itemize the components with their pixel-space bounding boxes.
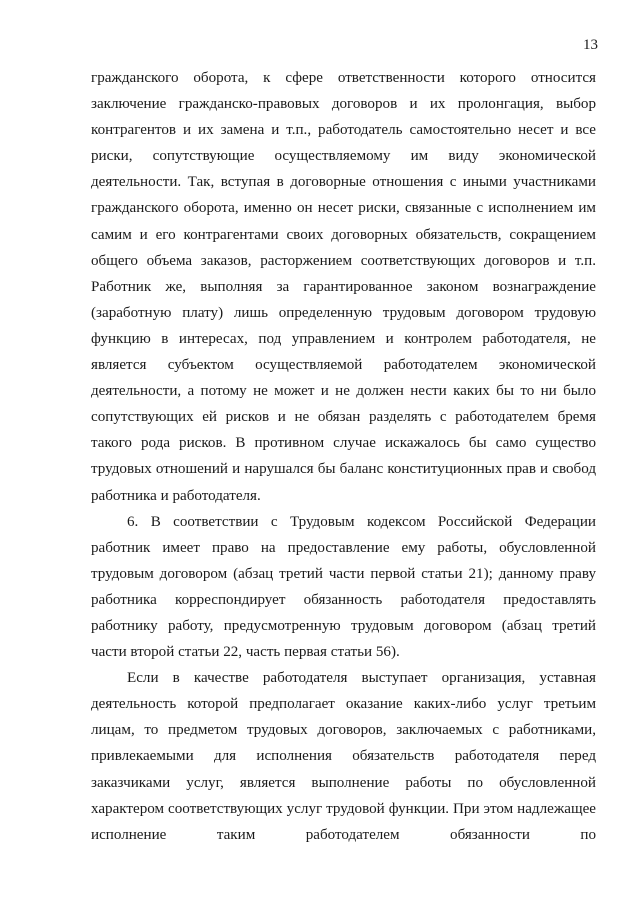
page-number: 13 bbox=[583, 37, 598, 53]
paragraph-point-6: 6. В соответствии с Трудовым кодексом Российской Федерации работник имеет право на предоставление ему работы, обусловленной трудовым договором (абзац третий части первой статьи 21); данному праву работника корреспондирует обязанность работодателя предоставлять работнику работу, предусмотренную трудовым договором (абзац третий части второй статьи 22, часть первая статьи 56). bbox=[91, 513, 596, 661]
document-body bbox=[91, 65, 596, 848]
paragraph-continuation: гражданского оборота, к сфере ответственности которого относится заключение гражданско-правовых договоров и их пролонгация, выбор контрагентов и их замена и т.п., работодатель самостоятельно несет и все риски, сопутствующие осуществляемому им виду экономической деятельности. Так, вступая в договорные отношения с иными участниками гражданского оборота, именно он несет риски, связанные с исполнением им самим и его контрагентами своих договорных обязательств, сокращением общего объема заказов, расторжением соответствующих договоров и т.п. Работник же, выполняя за гарантированное законом вознаграждение (заработную плату) лишь определенную трудовым договором трудовую функцию в интересах, под управлением и контролем работодателя, не является субъектом осуществляемой работодателем экономической деятельности, а потому не может и не должен нести каких бы то ни было сопутствующих ей рисков и не обязан разделять с работодателем бремя такого рода рисков. В противном случае искажалось бы само существо трудовых отношений и нарушался бы баланс конституционных прав и свобод работника и работодателя. bbox=[91, 70, 596, 504]
paragraph-organization-employer: Если в качестве работодателя выступает организация, уставная деятельность которой предполагает оказание каких-либо услуг третьим лицам, то предметом трудовых договоров, заключаемых с работниками, привлекаемыми для исполнения обязательств работодателя перед заказчиками услуг, является выполнение работы по обусловленной характером соответствующих услуг трудовой функции. При этом надлежащее исполнение таким работодателем обязанности по bbox=[91, 670, 596, 843]
